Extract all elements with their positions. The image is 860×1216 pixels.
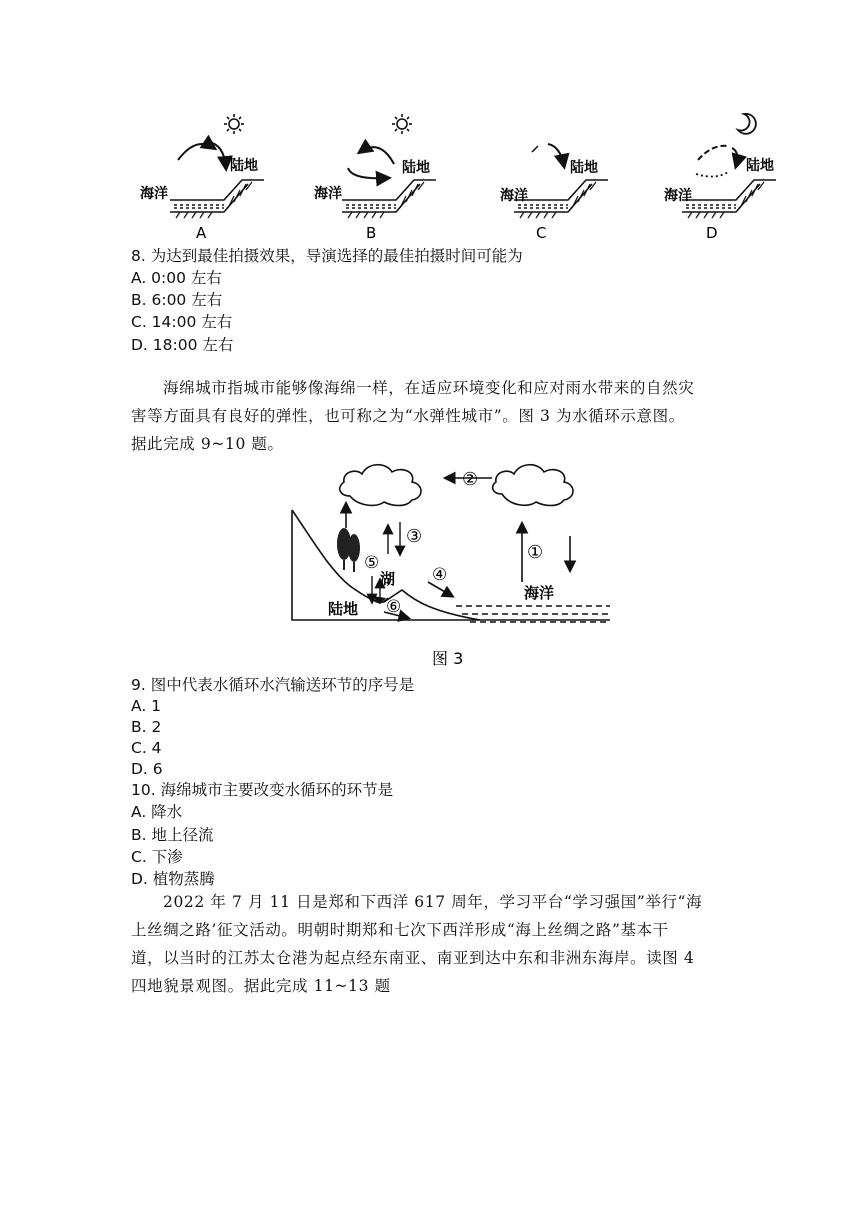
passage2-line-4: 四地貌景观图。据此完成 11~13 题 (131, 977, 391, 995)
q9-option-d[interactable]: D. 6 (131, 760, 163, 778)
passage-zheng-he (131, 888, 731, 1000)
panel-b (314, 114, 436, 242)
q10-option-c[interactable]: C. 下渗 (131, 848, 183, 866)
q8-option-d[interactable]: D. 18:00 左右 (131, 336, 234, 354)
panel-b-ocean-label: 海洋 (314, 186, 342, 202)
panel-a-ocean-label: 海洋 (140, 186, 168, 202)
passage2-line-3: 道，以当时的江苏太仓港为起点经东南亚、南亚到达中东和非洲东海岸。读图 4 (131, 949, 695, 967)
cloud-left (340, 465, 421, 506)
q10-stem: 10. 海绵城市主要改变水循环的环节是 (131, 781, 394, 799)
panel-d-letter: D (706, 224, 718, 242)
panel-c-ocean-label: 海洋 (500, 188, 528, 204)
label-n1: ① (527, 542, 544, 563)
panel-c-land-label: 陆地 (570, 160, 598, 176)
label-n3: ③ (406, 526, 423, 547)
label-n5: ⑤ (364, 553, 380, 573)
label-n6: ⑥ (386, 597, 402, 617)
panel-d-ocean-label: 海洋 (664, 188, 692, 204)
label-land: 陆地 (328, 600, 359, 618)
figure-3-caption: 图 3 (432, 649, 464, 668)
q9-stem: 9. 图中代表水循环水汽输送环节的序号是 (131, 676, 415, 694)
passage2-line-2: 上丝绸之路’征文活动。明朝时期郑和七次下西洋形成“海上丝绸之路”基本干 (131, 921, 669, 939)
q10-option-a[interactable]: A. 降水 (131, 803, 183, 821)
q8-option-b[interactable]: B. 6:00 左右 (131, 291, 223, 309)
panel-d (664, 114, 776, 242)
q9-option-c[interactable]: C. 4 (131, 739, 162, 757)
water-cycle-figure (284, 452, 624, 672)
label-n2: ② (462, 469, 479, 490)
label-lake: 湖 (380, 570, 396, 588)
panel-a-letter: A (196, 224, 207, 242)
q9-option-b[interactable]: B. 2 (131, 718, 162, 736)
panel-d-land-label: 陆地 (746, 158, 774, 174)
cloud-right (493, 465, 573, 506)
panel-b-land-label: 陆地 (402, 160, 430, 176)
label-ocean: 海洋 (524, 584, 555, 602)
sun-icon (224, 114, 244, 134)
moon-icon (738, 114, 756, 134)
land-sea-breeze-figure (130, 108, 790, 244)
panel-a (140, 114, 264, 242)
passage1-line-2: 害等方面具有良好的弹性，也可称之为“水弹性城市”。图 3 为水循环示意图。 (131, 407, 685, 425)
panel-b-letter: B (366, 224, 377, 242)
tree-icon (337, 528, 360, 572)
q9-option-a[interactable]: A. 1 (131, 697, 162, 715)
sun-icon (392, 114, 412, 134)
passage2-line-1: 2022 年 7 月 11 日是郑和下西洋 617 周年，学习平台“学习强国”举行“海 (163, 893, 703, 911)
q8-option-a[interactable]: A. 0:00 左右 (131, 269, 222, 287)
panel-a-land-label: 陆地 (230, 158, 258, 174)
passage-sponge-city (131, 374, 731, 458)
q10-option-d[interactable]: D. 植物蒸腾 (131, 870, 215, 888)
panel-c-letter: C (536, 224, 547, 242)
q10-option-b[interactable]: B. 地上径流 (131, 826, 214, 844)
passage1-line-1: 海绵城市指城市能够像海绵一样，在适应环境变化和应对雨水带来的自然灾 (163, 379, 695, 397)
q8-option-c[interactable]: C. 14:00 左右 (131, 313, 233, 331)
passage1-line-3: 据此完成 9~10 题。 (131, 435, 284, 453)
q8-stem: 8. 为达到最佳拍摄效果，导演选择的最佳拍摄时间可能为 (131, 247, 523, 265)
label-n4: ④ (432, 565, 448, 585)
panel-c (500, 144, 608, 242)
